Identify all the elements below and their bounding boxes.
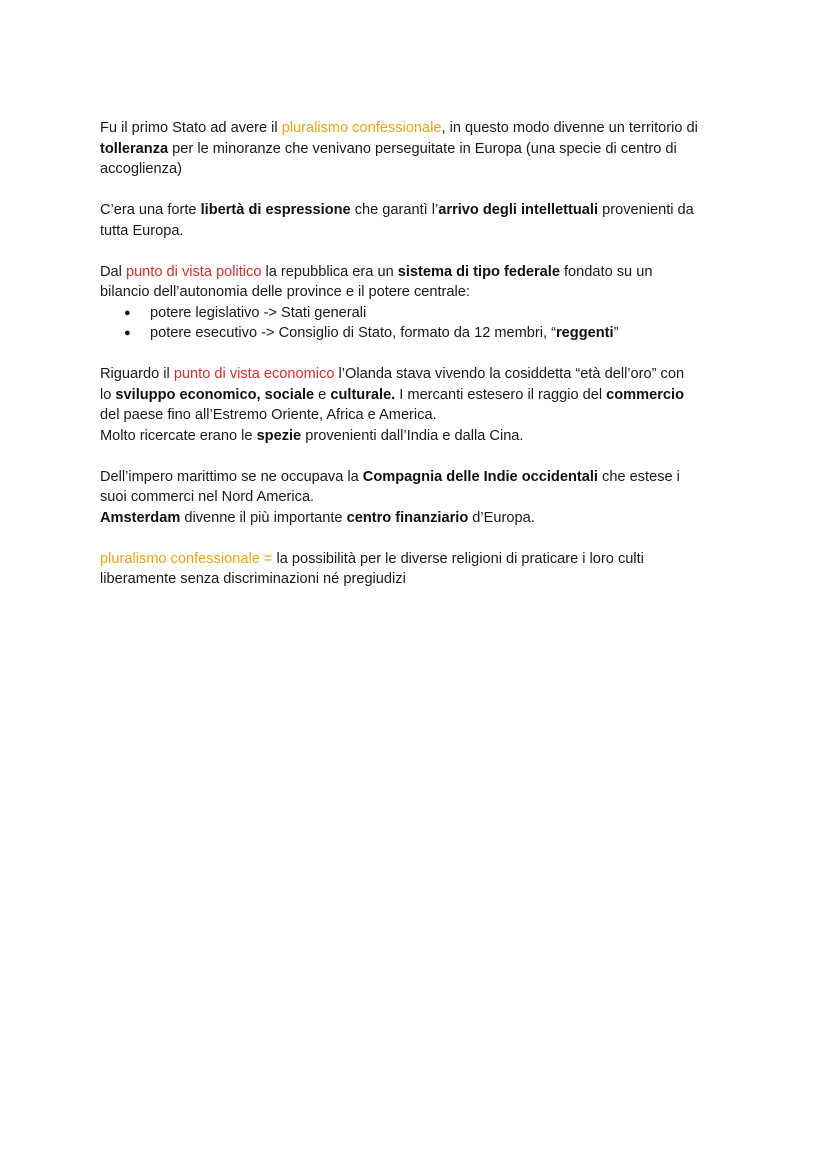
text-run: del paese fino all’Estremo Oriente, Africa e America.	[100, 407, 437, 423]
bold-term: sistema di tipo federale	[397, 263, 560, 280]
text-run: suoi commerci nel Nord America.	[100, 489, 315, 505]
text-run: liberamente senza discriminazioni né pregiudizi	[100, 571, 406, 587]
text-run: lo	[100, 386, 116, 403]
text-run: l’Olanda stava vivendo la cosiddetta “età dell’oro” con	[334, 366, 685, 382]
bullet-icon: ●	[124, 327, 131, 339]
paragraph-definizione	[100, 549, 740, 590]
list-item	[100, 303, 740, 324]
bullet-icon: ●	[124, 306, 131, 319]
list-item-text: ”	[613, 325, 619, 341]
text-run: Fu il primo Stato ad avere il	[100, 120, 282, 136]
text-run: accoglienza)	[100, 161, 182, 177]
text-run: C’era una forte	[100, 202, 201, 218]
highlight-term: pluralismo confessionale	[100, 550, 260, 567]
text-run: la repubblica era un	[261, 263, 398, 280]
list-item-text: potere legislativo -> Stati generali	[150, 304, 367, 321]
text-run: tutta Europa.	[100, 222, 184, 239]
text-run: provenienti da	[598, 202, 694, 218]
bold-term: sviluppo economico, sociale	[115, 386, 315, 403]
bold-term: commercio	[606, 386, 685, 403]
text-run: Molto ricercate erano le	[100, 427, 257, 444]
text-run: Riguardo il	[100, 366, 174, 382]
document-page	[100, 118, 740, 590]
bold-term: centro finanziario	[346, 509, 469, 526]
paragraph-pluralismo	[100, 118, 740, 180]
equals-sign: =	[259, 550, 277, 567]
bullet-list	[100, 303, 740, 344]
text-run: divenne il più importante	[180, 509, 347, 526]
text-run: per le minoranze che venivano perseguitate in Europa (una specie di centro di	[168, 140, 677, 157]
paragraph-economico	[100, 364, 740, 446]
text-run: fondato su un	[559, 263, 653, 280]
text-run: e	[314, 386, 331, 403]
bold-term: libertà di espressione	[200, 202, 351, 218]
bold-term: arrivo degli intellettuali	[438, 202, 599, 218]
text-run: che garantì l’	[350, 202, 439, 218]
highlight-term: punto di vista politico	[125, 263, 262, 280]
bold-term: culturale.	[330, 386, 396, 403]
text-run: la possibilità per le diverse religioni di praticare i loro culti	[276, 550, 644, 567]
text-run: d’Europa.	[468, 509, 535, 526]
text-run: Dell’impero marittimo se ne occupava la	[100, 468, 363, 485]
text-run: bilancio dell’autonomia delle province e il potere centrale:	[100, 284, 470, 300]
highlight-term: punto di vista economico	[173, 366, 335, 382]
paragraph-politico	[100, 262, 740, 303]
bold-term: reggenti	[555, 325, 614, 341]
paragraph-compagnia	[100, 467, 740, 529]
bold-term: Compagnia delle Indie occidentali	[362, 468, 598, 485]
bold-term: spezie	[256, 427, 302, 444]
paragraph-liberta	[100, 200, 740, 241]
list-item	[100, 323, 740, 344]
text-run: che estese i	[597, 468, 680, 485]
text-run: I mercanti estesero il raggio del	[395, 386, 607, 403]
bold-term: Amsterdam	[100, 509, 181, 526]
highlight-term: pluralismo confessionale	[281, 120, 442, 136]
text-run: , in questo modo divenne un territorio di	[441, 120, 698, 136]
list-item-text: potere esecutivo -> Consiglio di Stato, formato da 12 membri, “	[150, 325, 556, 341]
bold-term: tolleranza	[100, 140, 169, 157]
text-run: Dal	[100, 263, 126, 280]
text-run: provenienti dall’India e dalla Cina.	[301, 427, 524, 444]
